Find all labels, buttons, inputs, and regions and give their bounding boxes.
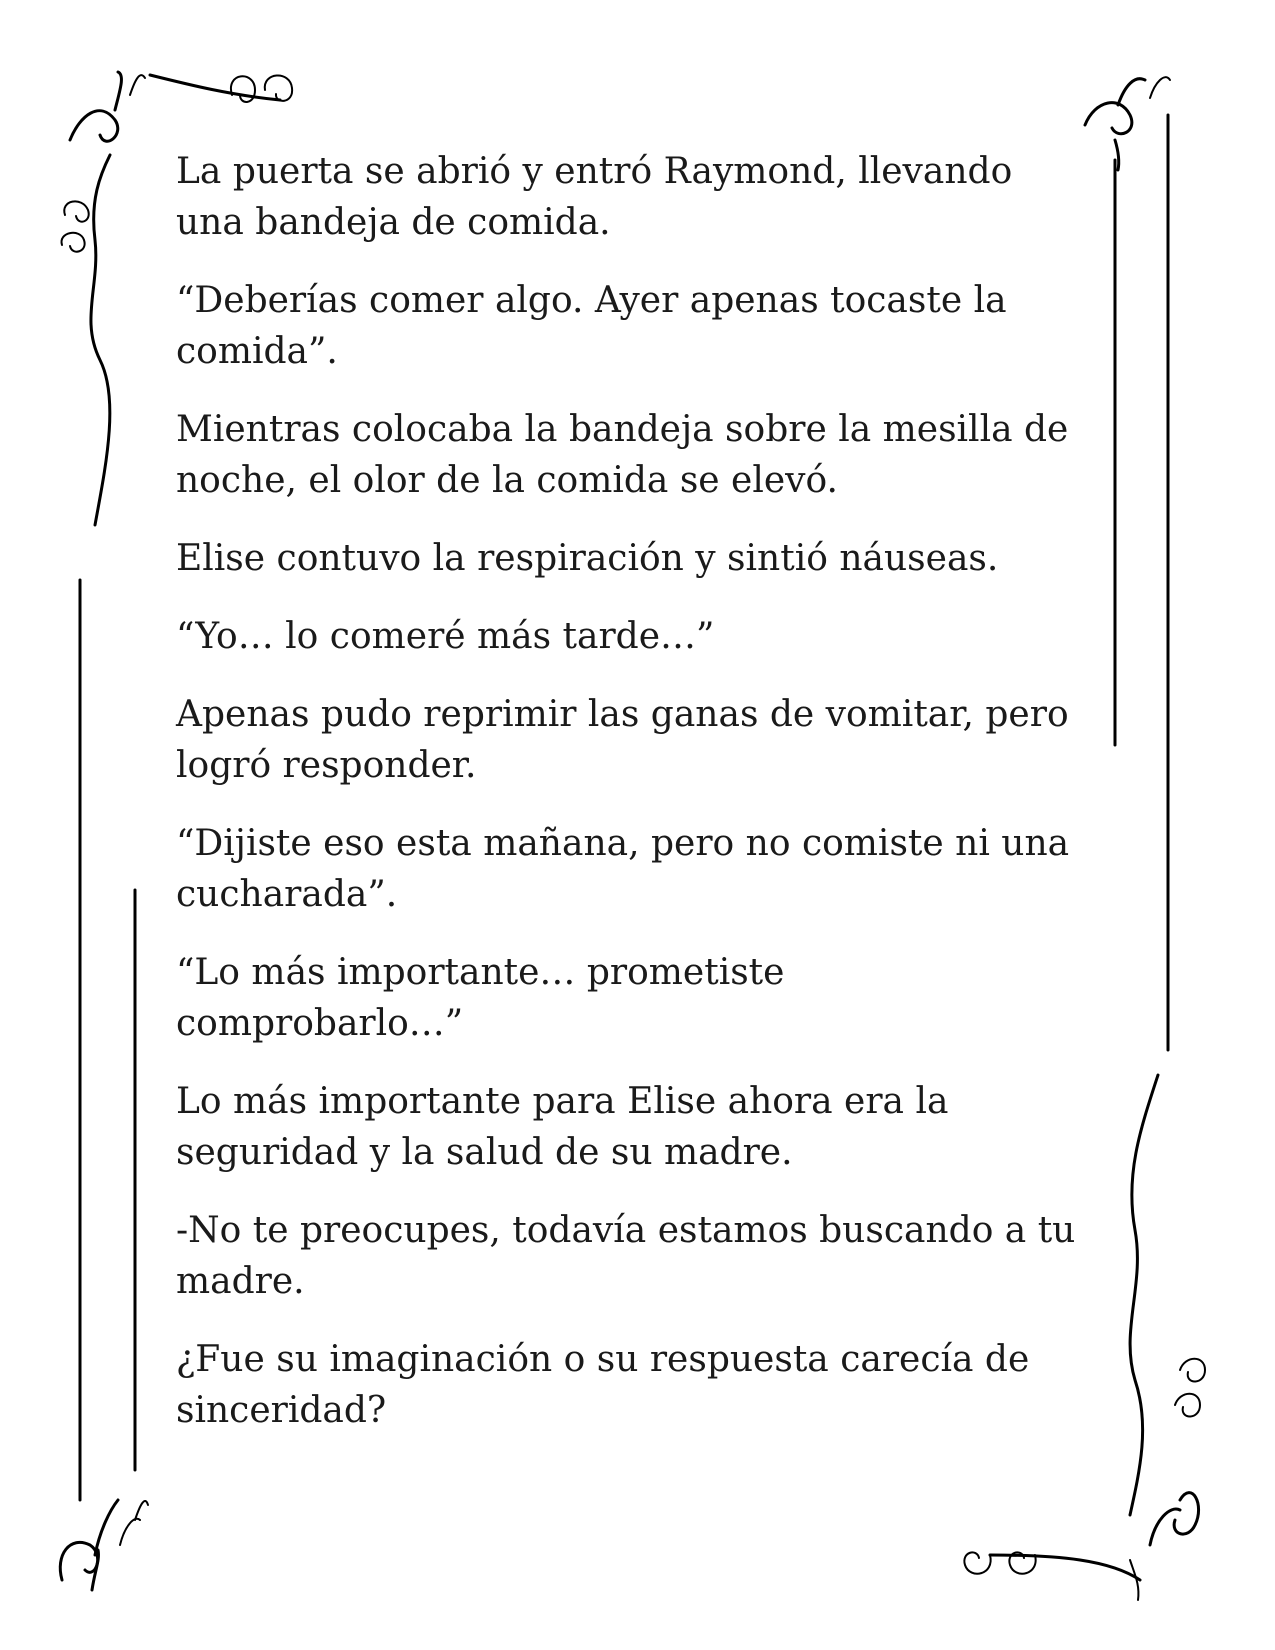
paragraph: “Lo más importante… prometiste comprobarlo…” [176, 952, 785, 1044]
paragraph: La puerta se abrió y entró Raymond, llevando una bandeja de comida. [176, 151, 1013, 243]
flourish-bottom-left [60, 1500, 148, 1590]
paragraph: “Dijiste eso esta mañana, pero no comiste ni una cucharada”. [176, 823, 1070, 915]
paragraph: “Deberías comer algo. Ayer apenas tocaste la comida”. [176, 280, 1007, 372]
paragraph: Apenas pudo reprimir las ganas de vomitar, pero logró responder. [176, 694, 1069, 786]
paragraph: Lo más importante para Elise ahora era la seguridad y la salud de su madre. [176, 1081, 949, 1173]
paragraph: ¿Fue su imaginación o su respuesta carecía de sinceridad? [176, 1339, 1030, 1431]
paragraph: Elise contuvo la respiración y sintió náuseas. [176, 538, 999, 579]
paragraph: Mientras colocaba la bandeja sobre la mesilla de noche, el olor de la comida se elevó. [176, 409, 1069, 501]
paragraph: -No te preocupes, todavía estamos buscando a tu madre. [176, 1210, 1076, 1302]
story-text [176, 146, 1076, 1463]
paragraph: “Yo… lo comeré más tarde…” [176, 616, 715, 657]
flourish-top-right [1085, 77, 1170, 170]
